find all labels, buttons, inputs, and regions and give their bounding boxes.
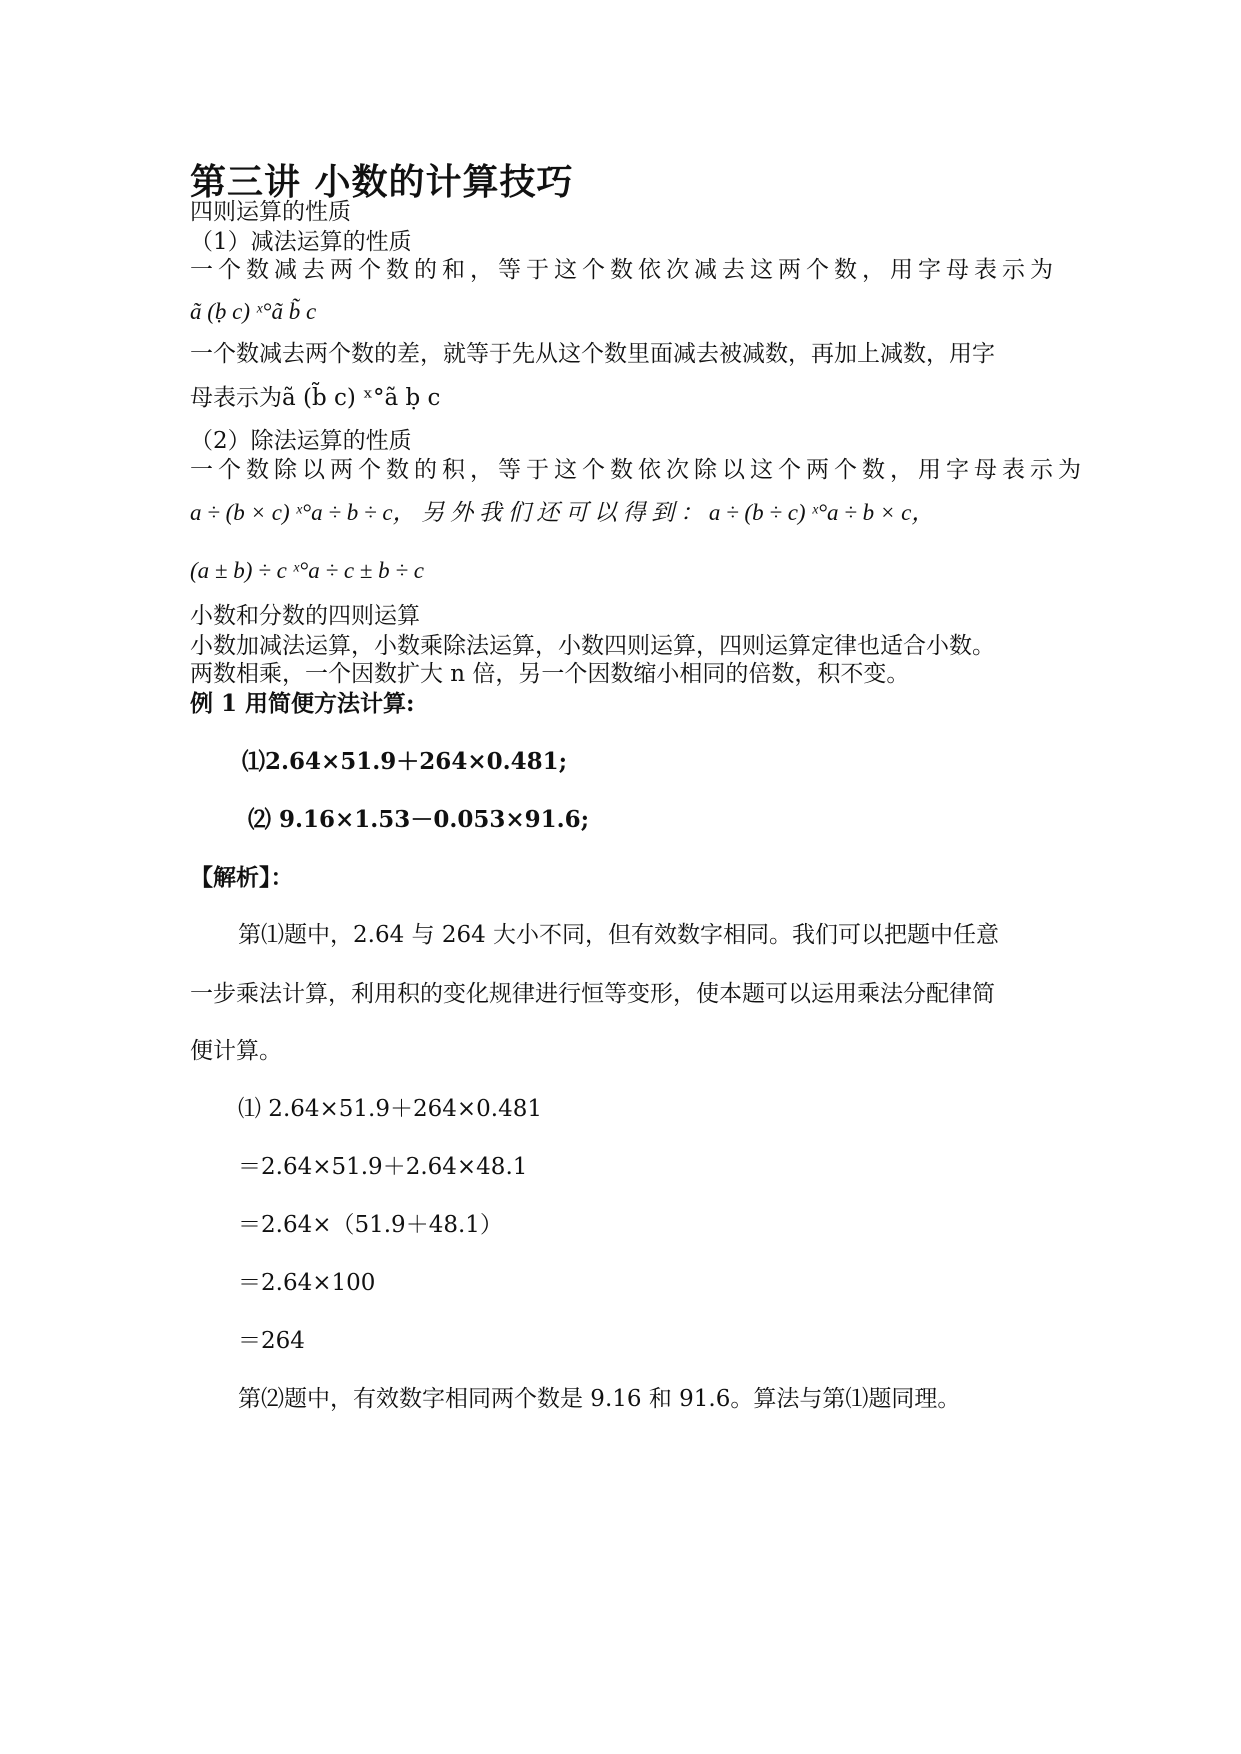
paragraph-subtraction-rule: 一个数减去两个数的和，等于这个数依次减去这两个数，用字母表示为 <box>190 257 1058 283</box>
formula-subtraction-1: ã (ḅ c) ˣ°ã b̃ c <box>190 299 317 324</box>
section-heading-properties: 四则运算的性质 <box>190 199 351 225</box>
solution-step: ＝2.64×（51.9＋48.1） <box>238 1212 503 1238</box>
analysis-paragraph-line3: 便计算。 <box>190 1038 282 1064</box>
solution-step: ⑴ 2.64×51.9＋264×0.481 <box>238 1096 543 1122</box>
paragraph-division-rule: 一个数除以两个数的积，等于这个数依次除以这个两个数，用字母表示为 <box>190 457 1086 483</box>
solution-step: ＝264 <box>238 1328 305 1354</box>
example-question-1: ⑴2.64×51.9＋264×0.481; <box>242 748 568 775</box>
subheading-subtraction: （1）减法运算的性质 <box>190 229 412 255</box>
solution-step: ＝2.64×100 <box>238 1270 376 1296</box>
paragraph-decimal-operations: 小数加减法运算，小数乘除法运算，小数四则运算，四则运算定律也适合小数。 <box>190 633 995 659</box>
formula-division-1: a ÷ (b × c) ˣ°a ÷ b ÷ c， 另 外 我 们 还 可 以 得 到 ： a ÷ (b ÷ c) ˣ°a ÷ b × c， <box>190 500 935 525</box>
paragraph-subtraction-difference-line1: 一个数减去两个数的差，就等于先从这个数里面减去被减数，再加上减数，用字 <box>190 341 995 367</box>
page-title: 第三讲 小数的计算技巧 <box>190 161 574 203</box>
example-label: 例 1 用简便方法计算: <box>190 690 415 717</box>
analysis-label: 【解析】： <box>190 864 294 891</box>
example-question-2: ⑵ 9.16×1.53－0.053×91.6; <box>248 806 590 833</box>
analysis-paragraph-line2: 一步乘法计算，利用积的变化规律进行恒等变形，使本题可以运用乘法分配律简 <box>190 981 995 1007</box>
paragraph-subtraction-difference-line2: 母表示为ã (b̃ c) ˣ°ã ḅ c <box>190 385 441 411</box>
analysis-question-2: 第⑵题中，有效数字相同两个数是 9.16 和 91.6。算法与第⑴题同理。 <box>238 1386 961 1412</box>
paragraph-product-rule: 两数相乘，一个因数扩大 n 倍，另一个因数缩小相同的倍数，积不变。 <box>190 661 910 687</box>
solution-step: ＝2.64×51.9＋2.64×48.1 <box>238 1154 528 1180</box>
formula-division-2: (a ± b) ÷ c ˣ°a ÷ c ± b ÷ c <box>190 558 424 583</box>
subheading-division: （2）除法运算的性质 <box>190 428 412 454</box>
analysis-paragraph-line1: 第⑴题中，2.64 与 264 大小不同，但有效数字相同。我们可以把题中任意 <box>238 922 1000 948</box>
section-heading-decimals: 小数和分数的四则运算 <box>190 603 420 629</box>
